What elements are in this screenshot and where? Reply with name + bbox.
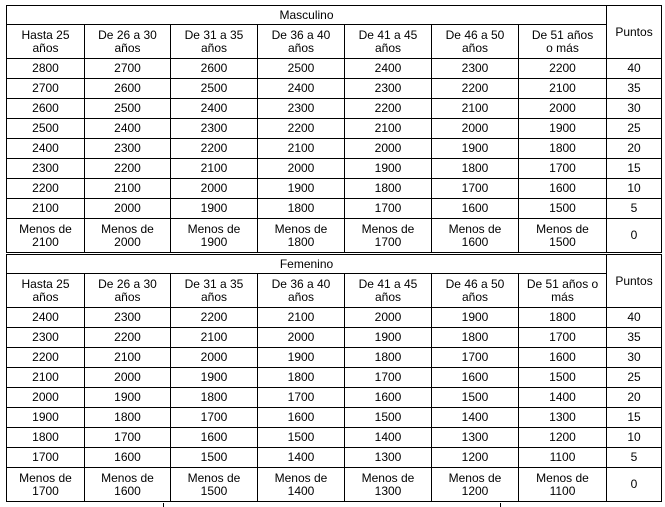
threshold-cell: Menos de 1900	[171, 219, 258, 253]
threshold-cell: Menos de 1500	[519, 219, 607, 253]
threshold-cell: Menos de 1800	[258, 219, 345, 253]
points-cell: 40	[607, 308, 662, 328]
points-cell: 0	[607, 219, 662, 253]
table-row	[7, 348, 662, 368]
age-group-header: De 46 a 50 años	[432, 274, 519, 308]
table-title: Masculino	[7, 6, 607, 25]
threshold-cell: 2500	[7, 119, 85, 139]
threshold-cell: 1600	[345, 388, 432, 408]
threshold-cell: Menos de 1400	[258, 468, 345, 502]
threshold-cell: 1700	[519, 159, 607, 179]
threshold-cell: 1500	[258, 428, 345, 448]
threshold-cell: 2400	[7, 308, 85, 328]
points-cell: 15	[607, 408, 662, 428]
points-header: Puntos	[607, 6, 662, 59]
threshold-cell: 1800	[432, 159, 519, 179]
threshold-cell: 2200	[345, 99, 432, 119]
threshold-cell: 1900	[85, 388, 171, 408]
threshold-cell: 2200	[85, 159, 171, 179]
threshold-cell: 1900	[171, 199, 258, 219]
threshold-cell: 1900	[7, 408, 85, 428]
table-row	[7, 159, 662, 179]
threshold-cell: 2100	[171, 328, 258, 348]
threshold-cell: 1600	[432, 199, 519, 219]
threshold-cell: 1700	[85, 428, 171, 448]
threshold-cell: 2500	[258, 59, 345, 79]
threshold-cell: 2300	[432, 59, 519, 79]
age-group-header: De 31 a 35 años	[171, 25, 258, 59]
age-group-header: Hasta 25 años	[7, 25, 85, 59]
threshold-cell: 2400	[258, 79, 345, 99]
threshold-cell: 2100	[171, 159, 258, 179]
masculino-body	[7, 6, 662, 253]
threshold-cell: 1400	[432, 408, 519, 428]
threshold-cell: 2100	[85, 179, 171, 199]
threshold-cell: 2600	[7, 99, 85, 119]
threshold-cell: 2400	[171, 99, 258, 119]
threshold-cell: 2300	[7, 159, 85, 179]
threshold-cell: 1200	[432, 448, 519, 468]
threshold-cell: Menos de 1600	[432, 219, 519, 253]
points-cell: 20	[607, 139, 662, 159]
threshold-cell: Menos de 1700	[345, 219, 432, 253]
threshold-cell: 1800	[7, 428, 85, 448]
points-cell: 5	[607, 199, 662, 219]
threshold-cell: 1800	[519, 139, 607, 159]
table-title: Femenino	[7, 255, 607, 274]
table-row	[7, 139, 662, 159]
threshold-cell: 1300	[519, 408, 607, 428]
threshold-cell: Menos de 2100	[7, 219, 85, 253]
table-row	[7, 308, 662, 328]
masculino-table	[6, 5, 662, 253]
threshold-cell: 1800	[171, 388, 258, 408]
age-group-header: De 41 a 45 años	[345, 274, 432, 308]
threshold-cell: Menos de 1500	[171, 468, 258, 502]
table-row	[7, 79, 662, 99]
threshold-cell: 2600	[171, 59, 258, 79]
age-group-header: Hasta 25 años	[7, 274, 85, 308]
threshold-cell: 2400	[85, 119, 171, 139]
threshold-cell: Menos de 1300	[345, 468, 432, 502]
threshold-cell: 2000	[345, 308, 432, 328]
threshold-cell: 2200	[85, 328, 171, 348]
threshold-cell: 1800	[345, 348, 432, 368]
threshold-cell: 1500	[171, 448, 258, 468]
threshold-cell: 2500	[171, 79, 258, 99]
threshold-cell: 1800	[432, 328, 519, 348]
threshold-cell: 2300	[85, 308, 171, 328]
threshold-cell: 1900	[258, 179, 345, 199]
threshold-cell: 2400	[7, 139, 85, 159]
table-row	[7, 388, 662, 408]
threshold-cell: 2100	[7, 368, 85, 388]
table-row	[7, 99, 662, 119]
threshold-cell: 2000	[519, 99, 607, 119]
threshold-cell: 1400	[345, 428, 432, 448]
age-group-header: De 41 a 45 años	[345, 25, 432, 59]
table-row	[7, 179, 662, 199]
threshold-cell: 2100	[519, 79, 607, 99]
points-cell: 30	[607, 348, 662, 368]
points-cell: 10	[607, 179, 662, 199]
table-row	[7, 448, 662, 468]
threshold-cell: 1900	[345, 159, 432, 179]
threshold-cell: 2000	[345, 139, 432, 159]
threshold-cell: 1900	[345, 328, 432, 348]
threshold-cell: Menos de 1100	[519, 468, 607, 502]
femenino-body	[7, 255, 662, 502]
threshold-cell: 2100	[345, 119, 432, 139]
threshold-cell: 2100	[7, 199, 85, 219]
threshold-cell: 1600	[432, 368, 519, 388]
threshold-cell: 2100	[258, 308, 345, 328]
threshold-cell: 1500	[519, 199, 607, 219]
cell-divider-stub	[500, 503, 501, 507]
threshold-cell: 2300	[258, 99, 345, 119]
threshold-cell: 1100	[519, 448, 607, 468]
threshold-cell: 2300	[7, 328, 85, 348]
points-cell: 40	[607, 59, 662, 79]
age-group-header: De 51 años o más	[519, 274, 607, 308]
points-cell: 30	[607, 99, 662, 119]
points-cell: 35	[607, 328, 662, 348]
threshold-cell: 1900	[258, 348, 345, 368]
threshold-cell: 1800	[258, 199, 345, 219]
threshold-cell: 1300	[432, 428, 519, 448]
points-cell: 35	[607, 79, 662, 99]
threshold-cell: 1900	[171, 368, 258, 388]
threshold-cell: 1300	[345, 448, 432, 468]
points-cell: 25	[607, 119, 662, 139]
threshold-cell: 1700	[258, 388, 345, 408]
threshold-cell: 1700	[345, 368, 432, 388]
threshold-cell: 1600	[258, 408, 345, 428]
threshold-cell: 2200	[7, 348, 85, 368]
threshold-cell: 2700	[7, 79, 85, 99]
femenino-table	[6, 254, 662, 502]
threshold-cell: 1700	[432, 179, 519, 199]
table-row	[7, 219, 662, 253]
threshold-cell: 2000	[7, 388, 85, 408]
age-group-header: De 36 a 40 años	[258, 274, 345, 308]
age-header-row	[7, 274, 662, 308]
threshold-cell: 1200	[519, 428, 607, 448]
threshold-cell: 2000	[85, 199, 171, 219]
threshold-cell: 1500	[519, 368, 607, 388]
table-row	[7, 119, 662, 139]
threshold-cell: 2000	[171, 179, 258, 199]
threshold-cell: 1700	[171, 408, 258, 428]
threshold-cell: 1400	[519, 388, 607, 408]
threshold-cell: 2300	[171, 119, 258, 139]
points-cell: 10	[607, 428, 662, 448]
table-row	[7, 408, 662, 428]
threshold-cell: 1600	[85, 448, 171, 468]
table-row	[7, 199, 662, 219]
threshold-cell: 2200	[519, 59, 607, 79]
threshold-cell: 2100	[258, 139, 345, 159]
threshold-cell: 1500	[345, 408, 432, 428]
age-group-header: De 26 a 30 años	[85, 274, 171, 308]
threshold-cell: Menos de 1600	[85, 468, 171, 502]
threshold-cell: 2200	[7, 179, 85, 199]
threshold-cell: 2100	[432, 99, 519, 119]
threshold-cell: 2200	[171, 308, 258, 328]
age-group-header: De 51 años o más	[519, 25, 607, 59]
cell-divider-stub	[163, 503, 164, 507]
threshold-cell: 2000	[258, 159, 345, 179]
threshold-cell: 1600	[519, 179, 607, 199]
threshold-cell: 2000	[85, 368, 171, 388]
age-group-header: De 36 a 40 años	[258, 25, 345, 59]
threshold-cell: 1800	[258, 368, 345, 388]
threshold-cell: 2500	[85, 99, 171, 119]
age-header-row	[7, 25, 662, 59]
threshold-cell: 1900	[519, 119, 607, 139]
threshold-cell: 2200	[258, 119, 345, 139]
threshold-cell: 2000	[171, 348, 258, 368]
threshold-cell: 2100	[85, 348, 171, 368]
threshold-cell: 1700	[519, 328, 607, 348]
threshold-cell: 1900	[432, 308, 519, 328]
table-row	[7, 428, 662, 448]
age-group-header: De 31 a 35 años	[171, 274, 258, 308]
points-cell: 15	[607, 159, 662, 179]
points-cell: 0	[607, 468, 662, 502]
threshold-cell: 1400	[258, 448, 345, 468]
points-cell: 5	[607, 448, 662, 468]
threshold-cell: 1500	[432, 388, 519, 408]
title-row	[7, 6, 662, 25]
table-row	[7, 468, 662, 502]
threshold-cell: 1800	[85, 408, 171, 428]
threshold-cell: 2400	[345, 59, 432, 79]
table-row	[7, 328, 662, 348]
threshold-cell: 2800	[7, 59, 85, 79]
threshold-cell: 2300	[345, 79, 432, 99]
points-cell: 20	[607, 388, 662, 408]
threshold-cell: 1800	[519, 308, 607, 328]
threshold-cell: 2000	[432, 119, 519, 139]
threshold-cell: Menos de 2000	[85, 219, 171, 253]
threshold-cell: 2700	[85, 59, 171, 79]
threshold-cell: 2200	[171, 139, 258, 159]
threshold-cell: 2000	[258, 328, 345, 348]
threshold-cell: Menos de 1700	[7, 468, 85, 502]
age-group-header: De 46 a 50 años	[432, 25, 519, 59]
points-cell: 25	[607, 368, 662, 388]
threshold-cell: 1700	[7, 448, 85, 468]
threshold-cell: 1700	[432, 348, 519, 368]
threshold-cell: 1600	[171, 428, 258, 448]
threshold-cell: 2300	[85, 139, 171, 159]
threshold-cell: 1900	[432, 139, 519, 159]
threshold-cell: 1700	[345, 199, 432, 219]
threshold-cell: 2200	[432, 79, 519, 99]
age-group-header: De 26 a 30 años	[85, 25, 171, 59]
threshold-cell: 1600	[519, 348, 607, 368]
threshold-cell: 1800	[345, 179, 432, 199]
points-header: Puntos	[607, 255, 662, 308]
table-row	[7, 59, 662, 79]
threshold-cell: 2600	[85, 79, 171, 99]
table-row	[7, 368, 662, 388]
title-row	[7, 255, 662, 274]
threshold-cell: Menos de 1200	[432, 468, 519, 502]
